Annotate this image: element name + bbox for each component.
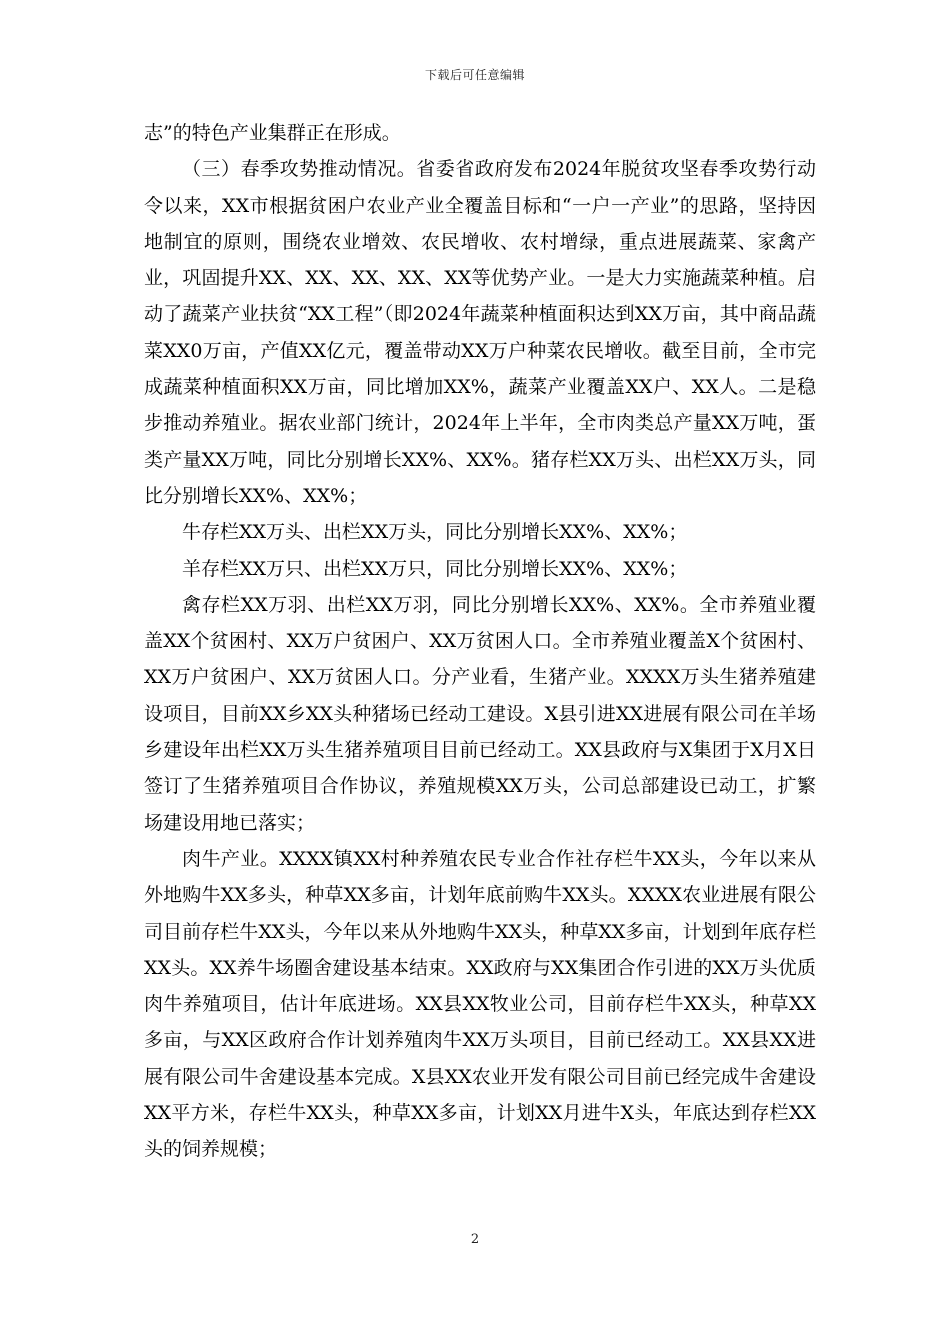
page-number: 2 bbox=[470, 1232, 480, 1247]
document-body bbox=[144, 115, 816, 1168]
paragraph-cattle-stats: 牛存栏XX万头、出栏XX万头，同比分别增长XX%、XX%； bbox=[182, 521, 688, 544]
paragraph-spring-campaign: （三）春季攻势推动情况。省委省政府发布2024年脱贫攻坚春季攻势行动令以来，XX市根据贫困户农业产业全覆盖目标和“一户一产业”的思路，坚持因地制宜的原则，围绕农业增效、农民增收、农村增绿，重点进展蔬菜、家禽产业，巩固提升XX、XX、XX、XX、XX等优势产业。一是大力实施蔬菜种植。启动了蔬菜产业扶贫“XX工程”（即2024年蔬菜种植面积达到XX万亩，其中商品蔬菜XX0万亩，产值XX亿元，覆盖带动XX万户种菜农民增收。截至目前，全市完成蔬菜种植面积XX万亩，同比增加XX%，蔬菜产业覆盖XX户、XX人。二是稳步推动养殖业。据农业部门统计，2024年上半年，全市肉类总产量XX万吨，蛋类产量XX万吨，同比分别增长XX%、XX%。猪存栏XX万头、出栏XX万头，同比分别增长XX%、XX%； bbox=[144, 158, 816, 507]
paragraph-poultry-pig-industry: 禽存栏XX万羽、出栏XX万羽，同比分别增长XX%、XX%。全市养殖业覆盖XX个贫困村、XX万户贫困户、XX万贫困人口。全市养殖业覆盖X个贫困村、XX万户贫困户、XX万贫困人口。分产业看，生猪产业。XXXX万头生猪养殖建设项目，目前XX乡XX头种猪场已经动工建设。X县引进XX进展有限公司在羊场乡建设年出栏XX万头生猪养殖项目目前已经动工。XX县政府与X集团于X月X日签订了生猪养殖项目合作协议，养殖规模XX万头，公司总部建设已动工，扩繁场建设用地已落实； bbox=[144, 593, 816, 834]
page-header: 下载后可任意编辑 bbox=[424, 68, 525, 82]
paragraph-sheep-stats: 羊存栏XX万只、出栏XX万只，同比分别增长XX%、XX%； bbox=[182, 557, 688, 580]
paragraph-beef-cattle-industry: 肉牛产业。XXXX镇XX村种养殖农民专业合作社存栏牛XX头，今年以来从外地购牛XX多头，种草XX多亩，计划年底前购牛XX头。XXXX农业进展有限公司目前存栏牛XX头，今年以来从外地购牛XX头，种草XX多亩，计划到年底存栏XX头。XX养牛场圈舍建设基本结束。XX政府与XX集团合作引进的XX万头优质肉牛养殖项目，估计年底进场。XX县XX牧业公司，目前存栏牛XX头，种草XX多亩，与XX区政府合作计划养殖肉牛XX万头项目，目前已经动工。XX县XX进展有限公司牛舍建设基本完成。X县XX农业开发有限公司目前已经完成牛舍建设XX平方米，存栏牛XX头，种草XX多亩，计划XX月进牛X头，年底达到存栏XX头的饲养规模； bbox=[144, 847, 816, 1161]
paragraph-continuation: 志”的特色产业集群正在形成。 bbox=[144, 122, 401, 144]
